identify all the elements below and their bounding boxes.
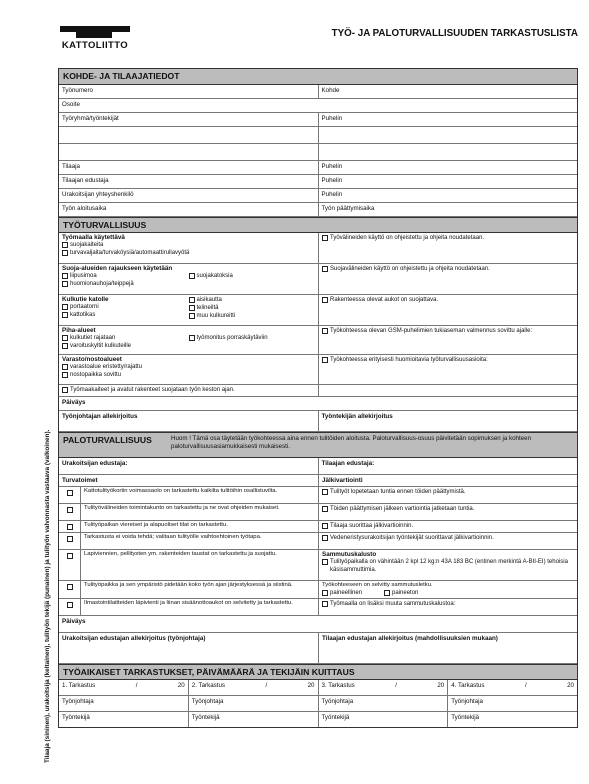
checkbox-label: paineeton xyxy=(392,590,419,597)
sammutusletku-label: Työkohteeseen on selvitty sammutusletku. xyxy=(322,582,433,588)
piha-alueet-block xyxy=(59,326,319,354)
tarkastus-label: 3. Tarkastus xyxy=(321,682,355,690)
checkbox[interactable] xyxy=(322,357,328,363)
suoja-alueet-block xyxy=(59,264,319,294)
piha-grid xyxy=(62,334,315,350)
kohde-field[interactable]: Osoite xyxy=(62,101,80,108)
checkbox[interactable] xyxy=(67,507,73,513)
palo-right-cell xyxy=(319,521,577,532)
tilaaja-signature[interactable]: Tilaajan edustajan allekirjoitus (mahdollisuuksien mukaan) xyxy=(322,635,498,643)
grid-col-left xyxy=(62,296,189,320)
checkbox-item[interactable] xyxy=(62,363,315,371)
kohde-field[interactable]: Urakoitsijan yhteyshenkilö xyxy=(59,189,319,202)
suoja-alueet-title: Suoja-alueiden rajaukseen käytetään xyxy=(62,265,173,272)
palo-notice: Huom ! Tämä osa täytetään työkohteessa aina ennen tulitöiden aloitusta. Paloturvallisuus-osuus päivitetään sopimuksen ja kohteen paloturvallisuusasiamukkaisesti mukaisesti. xyxy=(171,435,532,450)
tyo-row-4 xyxy=(59,326,577,355)
checkbox-item[interactable] xyxy=(322,522,574,530)
palo-signature-row xyxy=(59,633,577,664)
tyo-row-2 xyxy=(59,264,577,295)
kohde-field[interactable]: Puhelin xyxy=(321,115,343,122)
palo-checkbox-cell xyxy=(59,550,81,580)
checkbox-item[interactable] xyxy=(322,589,362,597)
kohde-field[interactable]: Puhelin xyxy=(321,163,343,170)
kohde-rows xyxy=(59,85,577,217)
tyo-right-5 xyxy=(319,355,577,384)
palo-checkbox-cell xyxy=(59,487,81,503)
kohde-field[interactable]: Työn päättymisaika xyxy=(321,205,375,212)
suoja-alueet-grid xyxy=(62,272,315,288)
grid-col-left xyxy=(62,334,189,350)
tyontekija-field[interactable]: Työntekijä xyxy=(319,712,449,727)
kohde-field[interactable]: Työn aloitusaika xyxy=(59,203,319,216)
checkbox-item[interactable] xyxy=(62,249,315,257)
varasto-block xyxy=(59,355,319,384)
checkbox[interactable] xyxy=(62,273,68,279)
checkbox[interactable] xyxy=(62,242,68,248)
grid-col-right xyxy=(189,296,316,320)
grid-col-right xyxy=(189,334,316,350)
checkbox-label: kattotikas xyxy=(70,312,96,319)
checkbox[interactable] xyxy=(189,297,195,303)
checkbox[interactable] xyxy=(322,235,328,241)
kohde-field[interactable]: Puhelin xyxy=(321,177,343,184)
sammutuskalusto-title: Sammutuskalusto xyxy=(322,551,377,558)
checkbox-item[interactable] xyxy=(322,505,574,513)
checkbox[interactable] xyxy=(62,343,68,349)
checkbox-label: telineiltä xyxy=(196,305,219,311)
checkbox-label: liipusimoa xyxy=(70,273,97,280)
checkbox-label: kulkutiet rajataan xyxy=(70,335,116,342)
kohde-field[interactable] xyxy=(59,144,319,160)
checkbox[interactable] xyxy=(322,523,328,529)
checkbox-item[interactable] xyxy=(322,600,574,608)
palo-right-cell xyxy=(319,599,577,615)
palo-right-cell xyxy=(319,533,577,549)
sammutusletku-options xyxy=(322,589,574,597)
urakoitsijan-edustaja[interactable]: Urakoitsijan edustaja: xyxy=(59,458,319,474)
checkbox-item[interactable] xyxy=(62,334,189,342)
tyo-signature-row xyxy=(59,411,577,432)
checkbox-label: Työkohteessa erityisesti huomioitavia työturvallisuusasioita: xyxy=(330,357,488,363)
checkbox-item[interactable] xyxy=(189,312,316,320)
palo-right-cell xyxy=(319,581,577,598)
checkbox-item[interactable] xyxy=(62,342,189,350)
palo-row xyxy=(59,504,577,521)
checkbox-label: Työvälineiden käyttö on ohjeistettu ja ohjeita noudatetaan. xyxy=(330,235,485,241)
checkbox-item[interactable] xyxy=(322,558,574,574)
checkbox[interactable] xyxy=(189,335,195,341)
kohde-field[interactable]: Työryhmä/työntekijät xyxy=(59,113,319,126)
palo-item-label: Tulityövälineiden toimintakunto on tarkastettu ja ne ovat ohjeiden mukaiset. xyxy=(81,504,319,520)
checkbox-label: turvavaljaita/turvaköysiä/automaattirullavyötä xyxy=(70,250,190,257)
checkbox-item[interactable] xyxy=(189,334,316,342)
tyo-row-5 xyxy=(59,355,577,385)
inspection-form xyxy=(58,68,578,728)
palo-checkbox-cell xyxy=(59,533,81,549)
palo-item-label: Tarkastusta ei voida tehdä; valitaan tulityölle vaihtoehtoinen työtapa. xyxy=(81,533,319,549)
tyo-right-2 xyxy=(319,264,577,294)
tyo-paivays-row xyxy=(59,397,577,411)
kohde-row xyxy=(59,203,577,217)
checkbox-label: Rakenteessa olevat aukot on suojattava. xyxy=(330,297,439,303)
date-slash: / xyxy=(524,682,527,690)
kohde-field[interactable]: Tilaajan edustaja xyxy=(59,175,319,188)
kulkutie-grid xyxy=(62,296,315,320)
section-tyoaikaiset: TYÖAIKAISET TARKASTUKSET, PÄIVÄMÄÄRÄ JA TEKIJÄIN KUITTAUS xyxy=(59,664,577,680)
palo-right-cell xyxy=(319,487,577,503)
checkbox[interactable] xyxy=(62,364,68,370)
date-slash: / xyxy=(395,682,397,690)
checkbox[interactable] xyxy=(67,584,73,590)
checkbox-item[interactable] xyxy=(62,371,315,379)
piha-alueet-title: Piha-alueet xyxy=(62,327,96,334)
checkbox-item[interactable] xyxy=(322,234,574,242)
tyontekija-field[interactable]: Työntekijä xyxy=(451,714,480,722)
checkbox-item[interactable] xyxy=(189,296,316,304)
kohde-row xyxy=(59,189,577,203)
tilaajan-edustaja[interactable]: Tilaajan edustaja: xyxy=(321,460,375,467)
tarkastus-rows xyxy=(59,680,577,727)
kohde-field[interactable]: Puhelin xyxy=(321,191,343,198)
tyontekija-field[interactable]: Työntekijä xyxy=(189,712,319,727)
checkbox[interactable] xyxy=(62,281,68,287)
checkbox-item[interactable] xyxy=(322,327,574,335)
checkbox-label: varoituskyltit kulkuteille xyxy=(70,343,132,350)
palo-checkbox-cell xyxy=(59,504,81,520)
checkbox[interactable] xyxy=(189,273,195,279)
checkbox-label: Työkohteessa olevan GSM-puhelimien tukiaseman valmennus sovittu ajalle: xyxy=(330,328,533,334)
palo-item-label: Tulityöpaikan viereiset ja alapuoliset tilat on tarkastettu. xyxy=(81,521,319,532)
tyo-row-1 xyxy=(59,233,577,264)
checkbox-label: Töiden päättymisen jälkeen vartiointia jatketaan tuntia. xyxy=(330,506,475,512)
palo-row xyxy=(59,533,577,550)
palo-right-cell xyxy=(319,504,577,520)
checkbox[interactable] xyxy=(62,304,68,310)
tarkastus-sign-row xyxy=(59,712,577,727)
palo-item-label: Ilmastointilaitteiden läpivienti ja liinan sisäänottoaukot on selvitetty ja tarkastettu. xyxy=(81,599,319,615)
tyonjohtaja-field[interactable]: Työnjohtaja xyxy=(319,696,449,711)
grid-col-right xyxy=(189,272,316,288)
checkbox-item[interactable] xyxy=(189,304,316,312)
checkbox-item[interactable] xyxy=(189,272,316,280)
checkbox[interactable] xyxy=(322,535,328,541)
checkbox-label: nostopaikka sovittu xyxy=(70,372,122,379)
section-tyoturvallisuus: TYÖTURVALLISUUS xyxy=(59,217,577,233)
checkbox[interactable] xyxy=(67,524,73,530)
kohde-field[interactable] xyxy=(59,127,319,143)
kohde-field[interactable] xyxy=(319,144,578,160)
kohde-row xyxy=(59,99,577,113)
kaytettava-title: Työmaalla käytettävä xyxy=(62,234,125,241)
tarkastus-date-cell[interactable] xyxy=(189,680,319,695)
palo-row xyxy=(59,521,577,533)
tyonjohtaja-signature[interactable]: Työnjohtajan allekirjoitus xyxy=(59,411,319,431)
logo-bar-stem xyxy=(76,32,112,38)
kohde-row xyxy=(59,175,577,189)
checkbox-item[interactable] xyxy=(384,589,418,597)
year-prefix: 20 xyxy=(307,682,315,690)
checkbox-item[interactable] xyxy=(322,488,574,496)
checkbox-label: paineellinen xyxy=(330,590,363,597)
palo-subheads xyxy=(59,475,577,487)
copy-distribution-note: Tilaaja (sininen), urakoitsija (keltainen), tulityön tekijä (punainen) ja tulityön valvonnasta vastaava (valkoinen). xyxy=(44,429,51,763)
kohde-field[interactable]: Työnumero xyxy=(59,85,319,98)
tarkastus-label: 1. Tarkastus xyxy=(62,682,96,690)
palo-right-cell xyxy=(319,550,577,580)
checkbox-item[interactable] xyxy=(322,534,574,542)
section-paloturvallisuus xyxy=(59,432,577,458)
page-title: TYÖ- JA PALOTURVALLISUUDEN TARKASTUSLISTA xyxy=(331,28,578,39)
checkbox-label: Tulityöpaikalla on vähintään 2 kpl 12 kg:n 43A 183 BC (entinen merkintä A-BII-EI) tehoisia käsisammuttimia. xyxy=(330,559,568,574)
kulkutie-block xyxy=(59,295,319,325)
tarkastus-date-row xyxy=(59,680,577,696)
kulkutie-title: Kulkutie katolle xyxy=(62,296,109,303)
checkbox-label: Tulityöt lopetetaan tuntia ennen töiden päättymistä. xyxy=(330,489,466,495)
kattoliitto-logo xyxy=(58,26,132,56)
tarkastus-label: 2. Tarkastus xyxy=(191,682,225,690)
year-prefix: 20 xyxy=(567,682,574,690)
palo-item-label: Kattotulityökortin voimassaolo on tarkastettu kaikilta tulitöihin osallistuvilta. xyxy=(81,487,319,503)
checkbox[interactable] xyxy=(67,602,73,608)
tyo-right-6 xyxy=(319,385,577,396)
tarkastus-date-cell[interactable] xyxy=(319,680,449,695)
turvatoimet-heading: Turvatoimet xyxy=(59,475,319,486)
tarkastus-date-cell[interactable] xyxy=(448,680,577,695)
tyo-row-3 xyxy=(59,295,577,326)
checkbox-item[interactable] xyxy=(62,311,189,319)
checkbox-label: muu kulkureitti xyxy=(196,313,236,319)
kohde-row xyxy=(59,161,577,175)
tyonjohtaja-field[interactable]: Työnjohtaja xyxy=(451,698,483,706)
kohde-field[interactable]: Tilaaja xyxy=(59,161,319,174)
checkbox[interactable] xyxy=(322,489,328,495)
checkbox[interactable] xyxy=(322,559,328,565)
palo-checkbox-cell xyxy=(59,521,81,532)
tyo-right-1 xyxy=(319,233,577,263)
urakoitsija-signature[interactable]: Urakoitsijan edustajan allekirjoitus (työnjohtaja) xyxy=(59,633,319,663)
checkbox-label: Työmaakaiteet ja avatut rakenteet suojataan työn keston ajan. xyxy=(70,387,235,393)
checkbox[interactable] xyxy=(62,335,68,341)
tyo-right-4 xyxy=(319,326,577,354)
tyonjohtaja-field[interactable]: Työnjohtaja xyxy=(59,696,189,711)
checkbox[interactable] xyxy=(322,328,328,334)
year-prefix: 20 xyxy=(177,682,185,690)
checkbox[interactable] xyxy=(322,601,328,607)
checkbox-item[interactable] xyxy=(62,303,189,311)
checkbox[interactable] xyxy=(384,590,390,596)
logo-text: KATTOLIITTO xyxy=(61,40,129,51)
checkbox-item[interactable] xyxy=(322,265,574,273)
date-slash: / xyxy=(265,682,268,690)
checkbox[interactable] xyxy=(67,553,73,559)
palo-rows xyxy=(59,487,577,616)
grid-col-left xyxy=(62,272,189,288)
checkbox-label: suojakatoksia xyxy=(196,273,233,280)
tarkastus-date-cell[interactable] xyxy=(59,680,189,695)
palo-row xyxy=(59,581,577,599)
palo-paivays-row xyxy=(59,616,577,633)
tyo-paivays[interactable]: Päiväys xyxy=(62,399,86,406)
checkbox[interactable] xyxy=(62,312,68,318)
checkbox-label: Vedeneristysurakoitsijan työntekijät suorittavat jälkivartioinnin. xyxy=(330,535,494,541)
palo-checkbox-cell xyxy=(59,599,81,615)
checkbox-item[interactable] xyxy=(62,386,315,394)
kohde-row xyxy=(59,85,577,99)
checkbox[interactable] xyxy=(189,313,195,319)
palo-row xyxy=(59,550,577,581)
checkbox-item[interactable] xyxy=(62,241,315,249)
palo-item-label: Lapiviennien, pellitysten ym. rakenteiden taustat on tarkastettu ja suojattu. xyxy=(81,550,319,580)
palo-row xyxy=(59,599,577,616)
tyontekija-signature[interactable]: Työntekijän allekirjoitus xyxy=(321,413,393,420)
year-prefix: 20 xyxy=(437,682,445,690)
palo-row xyxy=(59,487,577,504)
tyonjohtaja-field[interactable]: Työnjohtaja xyxy=(189,696,319,711)
palo-edustajat-row xyxy=(59,458,577,475)
kohde-row xyxy=(59,127,577,144)
tyo-right-3 xyxy=(319,295,577,325)
kohde-field[interactable] xyxy=(319,127,578,143)
checkbox[interactable] xyxy=(322,266,328,272)
checkbox-item[interactable] xyxy=(62,280,189,288)
checkbox-label: huomionauhoja/teippejä xyxy=(70,281,134,288)
checkbox-label: Tilaaja suorittaa jälkivartioinnin. xyxy=(330,523,414,529)
tarkastus-label: 4. Tarkastus xyxy=(451,682,485,690)
tyontekija-field[interactable]: Työntekijä xyxy=(59,712,189,727)
checkbox[interactable] xyxy=(67,490,73,496)
checkbox-label: Suojavälineiden käyttö on ohjeistettu ja ohjeita noudatetaan. xyxy=(330,266,490,272)
checkbox[interactable] xyxy=(189,305,195,311)
checkbox-label: portaatorni xyxy=(70,304,99,311)
checkbox[interactable] xyxy=(62,372,68,378)
palo-paivays[interactable]: Päiväys xyxy=(62,618,86,626)
varasto-title: Varasto/nostoalueet xyxy=(62,356,122,363)
kohde-row xyxy=(59,144,577,161)
kaiteet-block xyxy=(59,385,319,396)
palo-title: PALOTURVALLISUUS xyxy=(63,435,152,445)
date-slash: / xyxy=(135,682,138,690)
checkbox[interactable] xyxy=(322,297,328,303)
tarkastus-sign-row xyxy=(59,696,577,712)
jalkivartiointi-heading: Jälkivartiointi xyxy=(322,477,363,484)
checkbox-label: varastoalue eristetty/rajattu xyxy=(70,364,143,371)
checkbox[interactable] xyxy=(322,590,328,596)
kohde-field[interactable]: Kohde xyxy=(321,87,340,94)
checkbox[interactable] xyxy=(62,250,68,256)
checkbox[interactable] xyxy=(62,387,68,393)
tyo-row-6 xyxy=(59,385,577,397)
kaytettava-block xyxy=(59,233,319,263)
checkbox-item[interactable] xyxy=(322,356,574,364)
kohde-row xyxy=(59,113,577,127)
checkbox[interactable] xyxy=(322,506,328,512)
palo-checkbox-cell xyxy=(59,581,81,598)
checkbox-item[interactable] xyxy=(62,272,189,280)
checkbox-label: suojakaiteita xyxy=(70,242,104,249)
checkbox-label: Työmaalla on lisäksi muuta sammutuskalustoa: xyxy=(330,601,456,608)
checkbox-label: aisikautta xyxy=(196,297,222,303)
checkbox[interactable] xyxy=(67,536,73,542)
checkbox-item[interactable] xyxy=(322,296,574,304)
section-kohde: KOHDE- JA TILAAJATIEDOT xyxy=(59,69,577,85)
palo-item-label: Tulityöpaikka ja sen ympäristö pidetään koko työn ajan järjestyksessä ja siistinä. xyxy=(81,581,319,598)
checkbox-label: työmonitus porraskäytäviin xyxy=(196,335,268,342)
